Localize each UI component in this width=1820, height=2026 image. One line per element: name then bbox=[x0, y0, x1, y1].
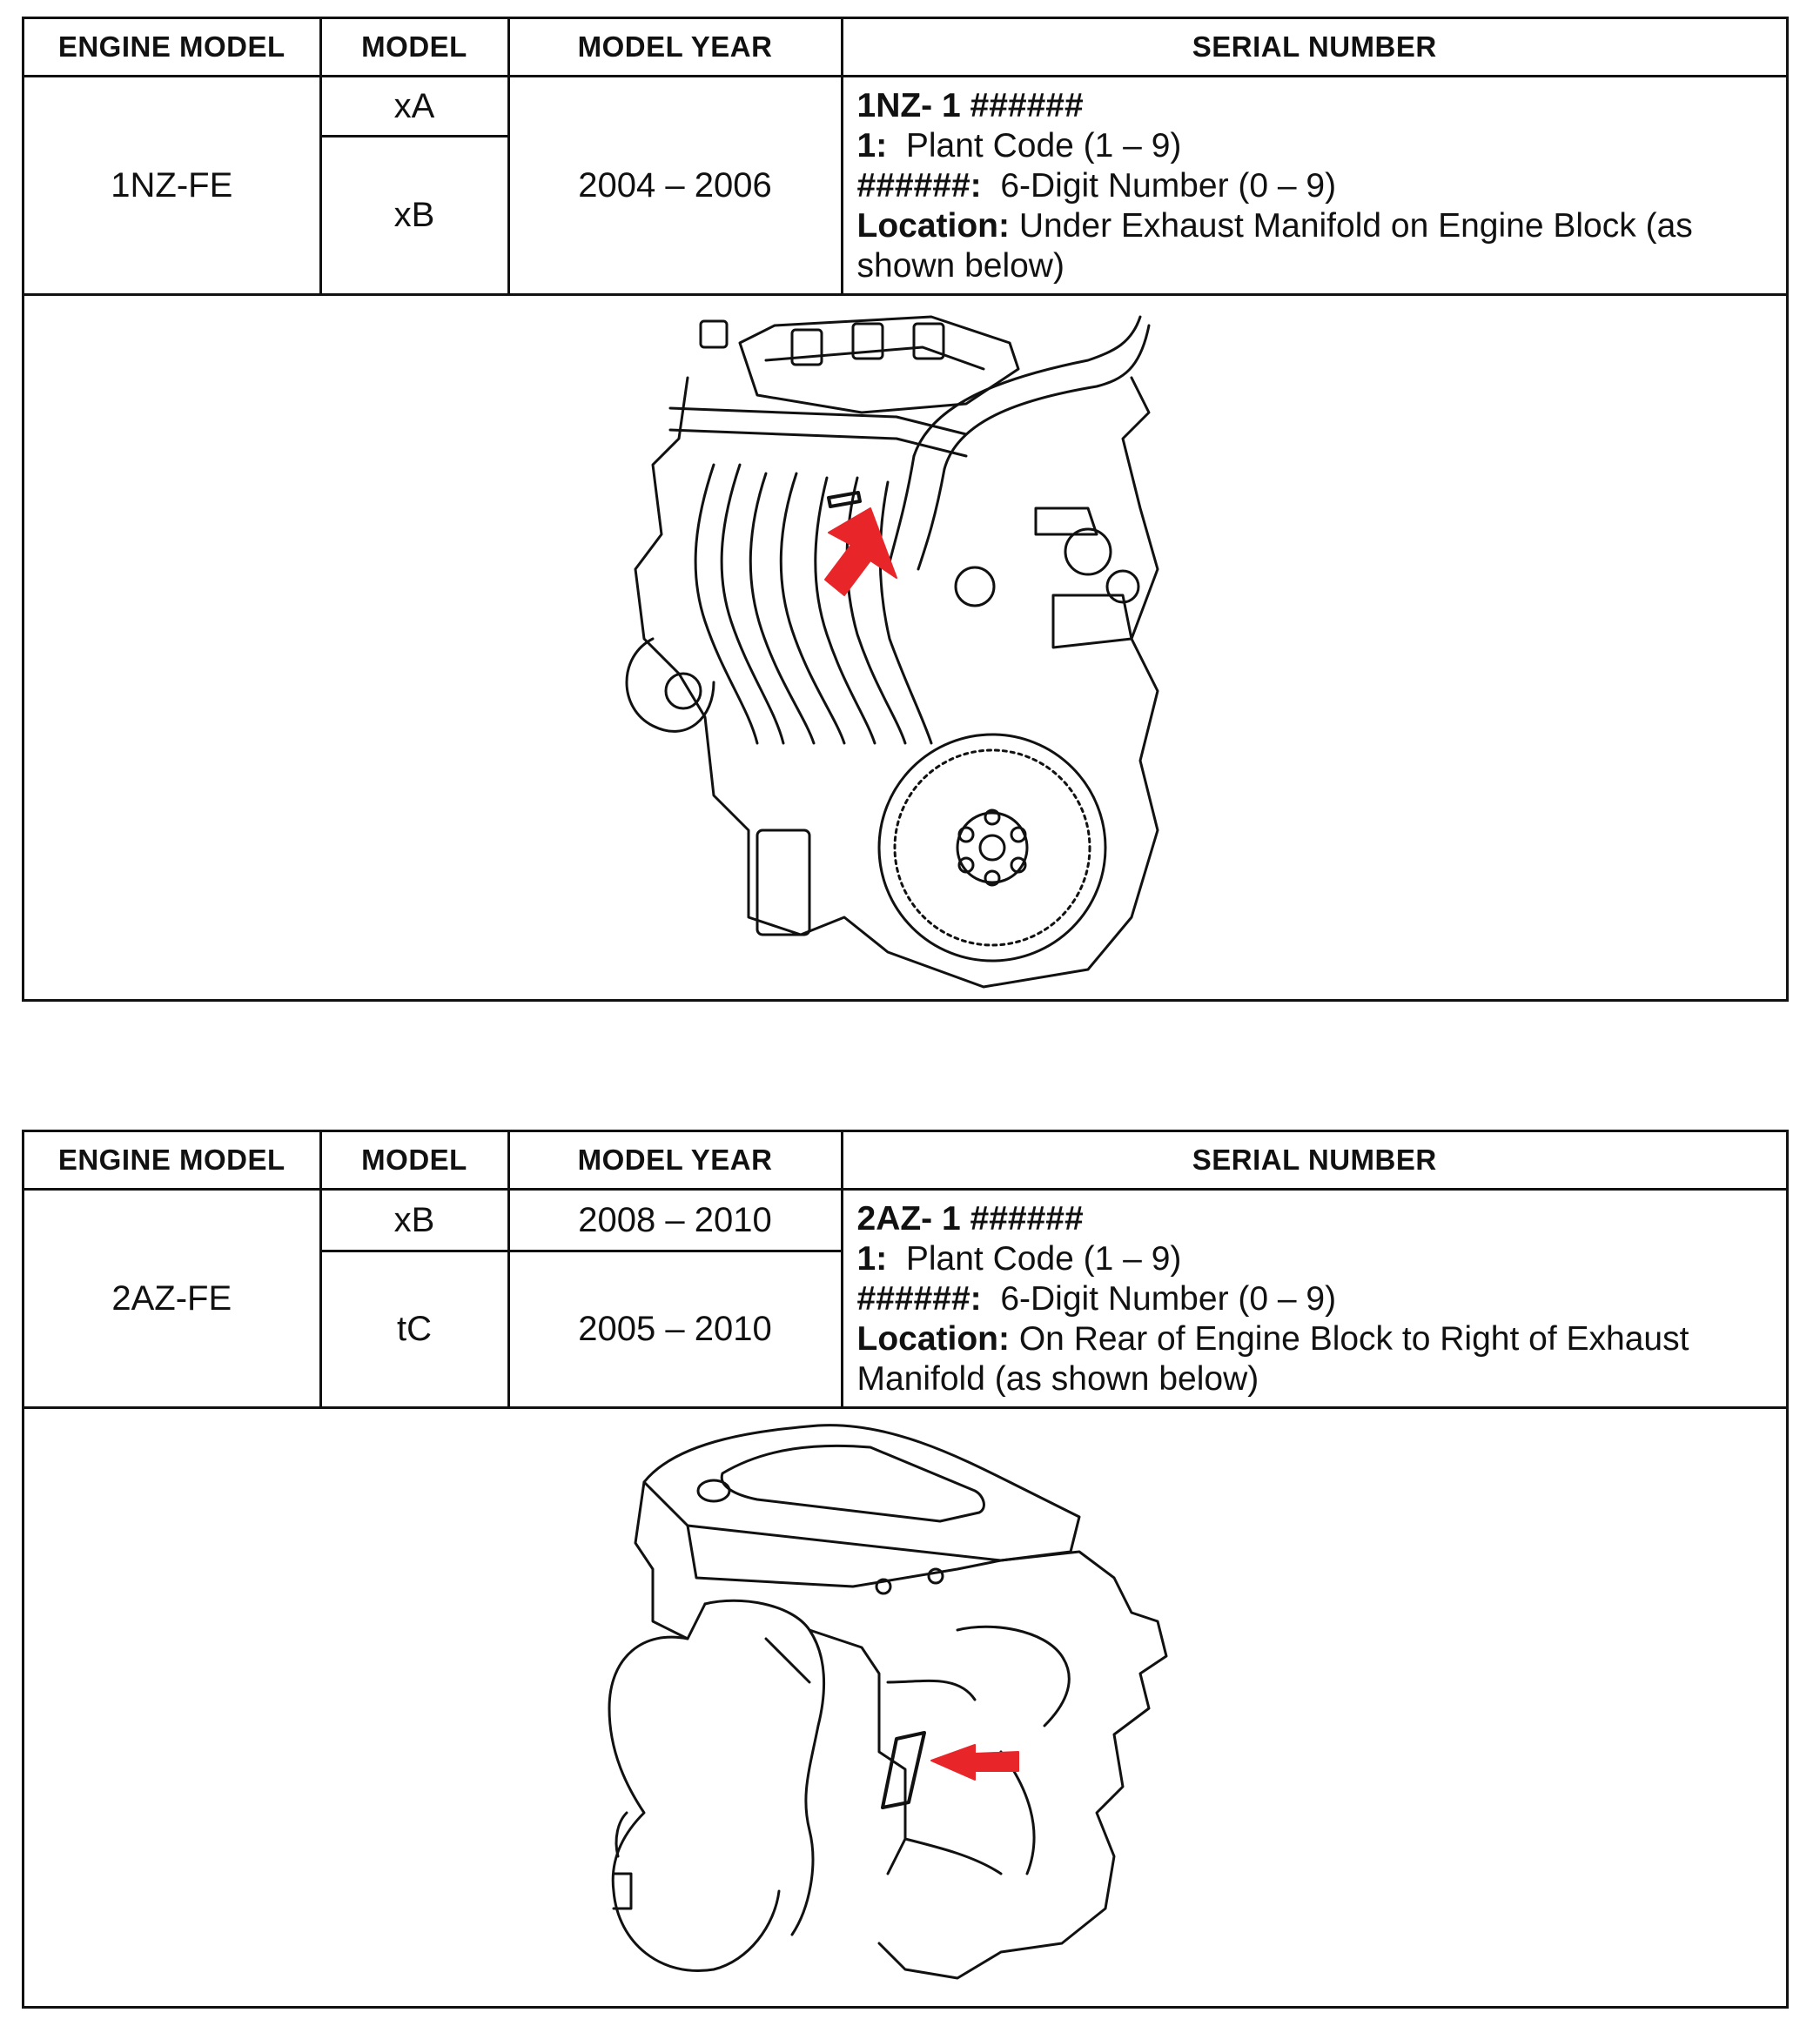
serial-number-table bbox=[24, 1132, 1786, 1409]
engine-figure bbox=[24, 1421, 1786, 1996]
model-cell: xB bbox=[320, 1190, 508, 1251]
header-serial-number: SERIAL NUMBER bbox=[842, 19, 1786, 77]
digits-value: 6-Digit Number (0 – 9) bbox=[1000, 167, 1337, 205]
engine-model-cell: 1NZ-FE bbox=[24, 77, 320, 295]
engine-table-1nz-fe bbox=[22, 17, 1789, 1002]
table-row bbox=[24, 77, 1786, 137]
serial-format: 2AZ- 1 ###### bbox=[856, 1200, 1084, 1238]
header-serial-number: SERIAL NUMBER bbox=[842, 1132, 1786, 1190]
header-model-year: MODEL YEAR bbox=[508, 19, 842, 77]
table-row bbox=[24, 1190, 1786, 1251]
serial-number-table bbox=[24, 19, 1786, 296]
digits-key: ######: bbox=[856, 1280, 982, 1318]
location-key: Location: bbox=[856, 1320, 1010, 1358]
header-engine-model: ENGINE MODEL bbox=[24, 1132, 320, 1190]
engine-figure bbox=[24, 308, 1786, 996]
plant-code-value: Plant Code (1 – 9) bbox=[905, 127, 1182, 164]
header-model: MODEL bbox=[320, 1132, 508, 1190]
model-year-cell: 2004 – 2006 bbox=[508, 77, 842, 295]
model-year-cell: 2005 – 2010 bbox=[508, 1251, 842, 1408]
model-cell: tC bbox=[320, 1251, 508, 1408]
engine-table-2az-fe bbox=[22, 1130, 1789, 2009]
digits-value: 6-Digit Number (0 – 9) bbox=[1000, 1280, 1337, 1318]
plant-code-key: 1: bbox=[856, 127, 888, 164]
model-cell: xB bbox=[320, 137, 508, 295]
digits-key: ######: bbox=[856, 167, 982, 205]
location-value: On Rear of Engine Block to Right of Exhaust Manifold (as shown below) bbox=[856, 1320, 1689, 1398]
serial-number-cell bbox=[842, 77, 1786, 295]
header-model-year: MODEL YEAR bbox=[508, 1132, 842, 1190]
location-value: Under Exhaust Manifold on Engine Block (as shown below) bbox=[856, 207, 1693, 285]
table-header-row bbox=[24, 1132, 1786, 1190]
model-cell: xA bbox=[320, 77, 508, 137]
plant-code-value: Plant Code (1 – 9) bbox=[905, 1240, 1182, 1278]
location-key: Location: bbox=[856, 207, 1010, 245]
serial-format: 1NZ- 1 ###### bbox=[856, 87, 1084, 124]
model-year-cell: 2008 – 2010 bbox=[508, 1190, 842, 1251]
header-model: MODEL bbox=[320, 19, 508, 77]
table-header-row bbox=[24, 19, 1786, 77]
header-engine-model: ENGINE MODEL bbox=[24, 19, 320, 77]
engine-1nz-fe-illustration bbox=[601, 308, 1210, 996]
engine-model-cell: 2AZ-FE bbox=[24, 1190, 320, 1408]
plant-code-key: 1: bbox=[856, 1240, 888, 1278]
engine-2az-fe-illustration bbox=[592, 1421, 1219, 1996]
serial-number-cell bbox=[842, 1190, 1786, 1408]
